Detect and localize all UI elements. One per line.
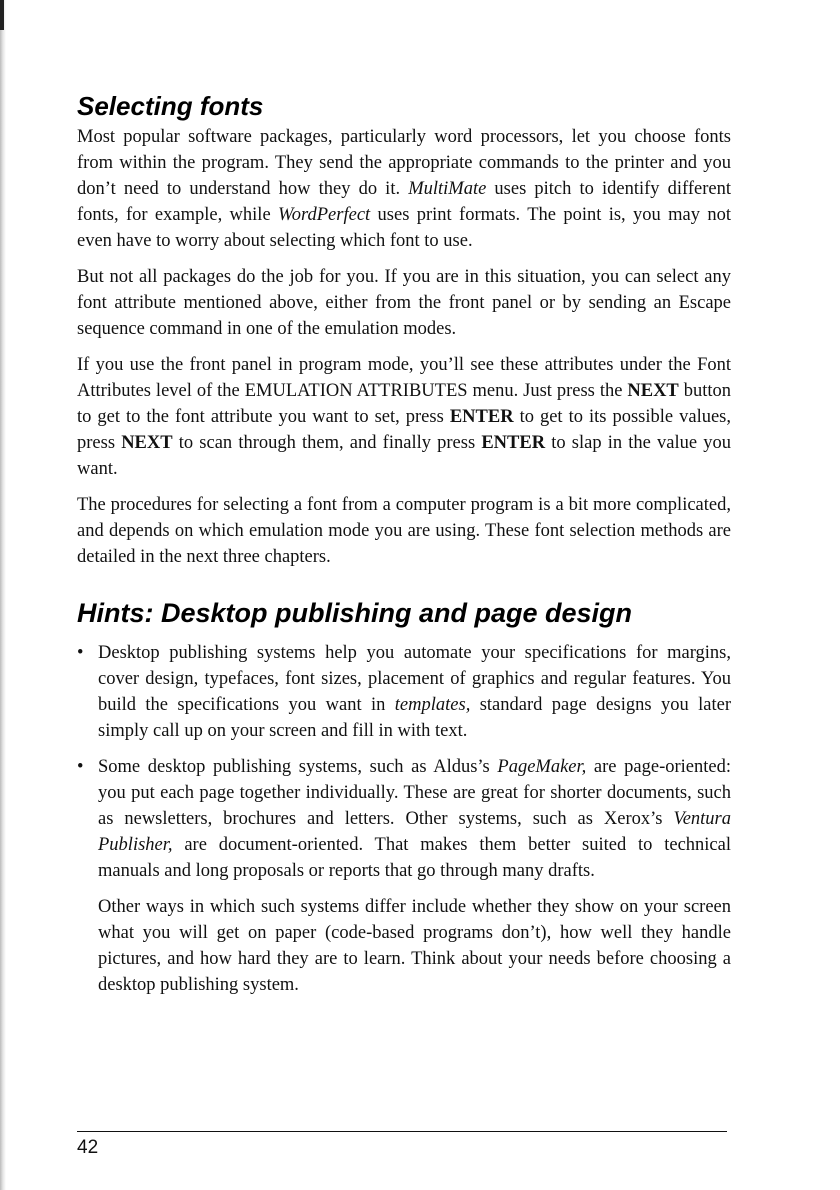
section-heading-hints: Hints: Desktop publishing and page design (77, 598, 633, 628)
text-run: to slap in the value you want. (77, 433, 731, 479)
product-pagemaker: PageMaker, (497, 757, 587, 777)
key-enter: ENTER (481, 433, 546, 453)
footer-divider (77, 1131, 727, 1132)
text-run: uses print formats. The point is, you may not even have to worry about selecting which font to use. (77, 205, 731, 251)
text-run: Most popular software packages, particularly word processors, let you choose fonts from within the program. They send the appropriate commands to the printer and you don’t need to understand how they do it. (77, 127, 731, 199)
paragraph-procedures: The procedures for selecting a font from a computer program is a bit more complicated, and depends on which emulation mode you are using. These font selection methods are detailed in the next three chapters. (77, 495, 731, 567)
key-next: NEXT (121, 433, 173, 453)
app-name-wordperfect: WordPerfect (278, 205, 371, 225)
page-number: 42 (77, 1137, 99, 1158)
list-item (77, 640, 731, 744)
bullet-icon: • (77, 643, 84, 663)
bullet-text-page-oriented (98, 754, 731, 884)
paragraph-other-ways: Other ways in which such systems differ include whether they show on your screen what you will get on paper (code-based programs don’t), how well they handle pictures, and how hard they are to learn. Think about your needs before choosing a desktop publishing system. (98, 897, 731, 995)
paragraph-front-panel (77, 352, 731, 482)
paragraph-not-all-packages: But not all packages do the job for you. If you are in this situation, you can select any font attribute mentioned above, either from the front panel or by sending an Escape sequence command in one of the emulation modes. (77, 267, 731, 339)
text-run: standard page designs you later simply call up on your screen and fill in with text. (98, 695, 731, 741)
text-run: are document-oriented. That makes them better suited to technical manuals and long proposals or reports that go through many drafts. (98, 835, 731, 881)
key-enter: ENTER (449, 407, 514, 427)
bullet-text-desktop-publishing (98, 640, 731, 744)
scan-edge-shadow (0, 0, 6, 1190)
text-run: to scan through them, and finally press (172, 433, 482, 453)
scan-edge-mark (0, 0, 4, 30)
page-content (77, 90, 731, 1008)
text-run: If you use the front panel in program mode, you’ll see these attributes under the Font Attributes level of the EMULATION ATTRIBUTES menu. Just press the (77, 355, 731, 401)
paragraph-popular-software (77, 124, 731, 254)
text-run: are page-oriented: you put each page together individually. These are great for shorter documents, such as newsletters, brochures and letters. Other systems, such as Xerox’s (98, 757, 731, 829)
emphasis-templates: templates, (394, 695, 471, 715)
bullet-icon: • (77, 757, 84, 777)
text-run: Some desktop publishing systems, such as Aldus’s (98, 757, 498, 777)
text-run: Desktop publishing systems help you automate your specifications for margins, cover design, typefaces, font sizes, placement of graphics and regular features. You build the specifications you want in (98, 643, 731, 715)
text-run: uses pitch to identify different fonts, for example, while (77, 179, 731, 225)
key-next: NEXT (627, 381, 679, 401)
section-heading-selecting-fonts: Selecting fonts (77, 91, 264, 121)
hints-bullet-list (77, 640, 731, 884)
product-ventura-publisher: Ventura Publisher, (98, 809, 731, 855)
app-name-multimate: MultiMate (408, 179, 487, 199)
text-run: to get to its possible values, press (77, 407, 731, 453)
text-run: button to get to the font attribute you want to set, press (77, 381, 731, 427)
list-item (77, 754, 731, 884)
